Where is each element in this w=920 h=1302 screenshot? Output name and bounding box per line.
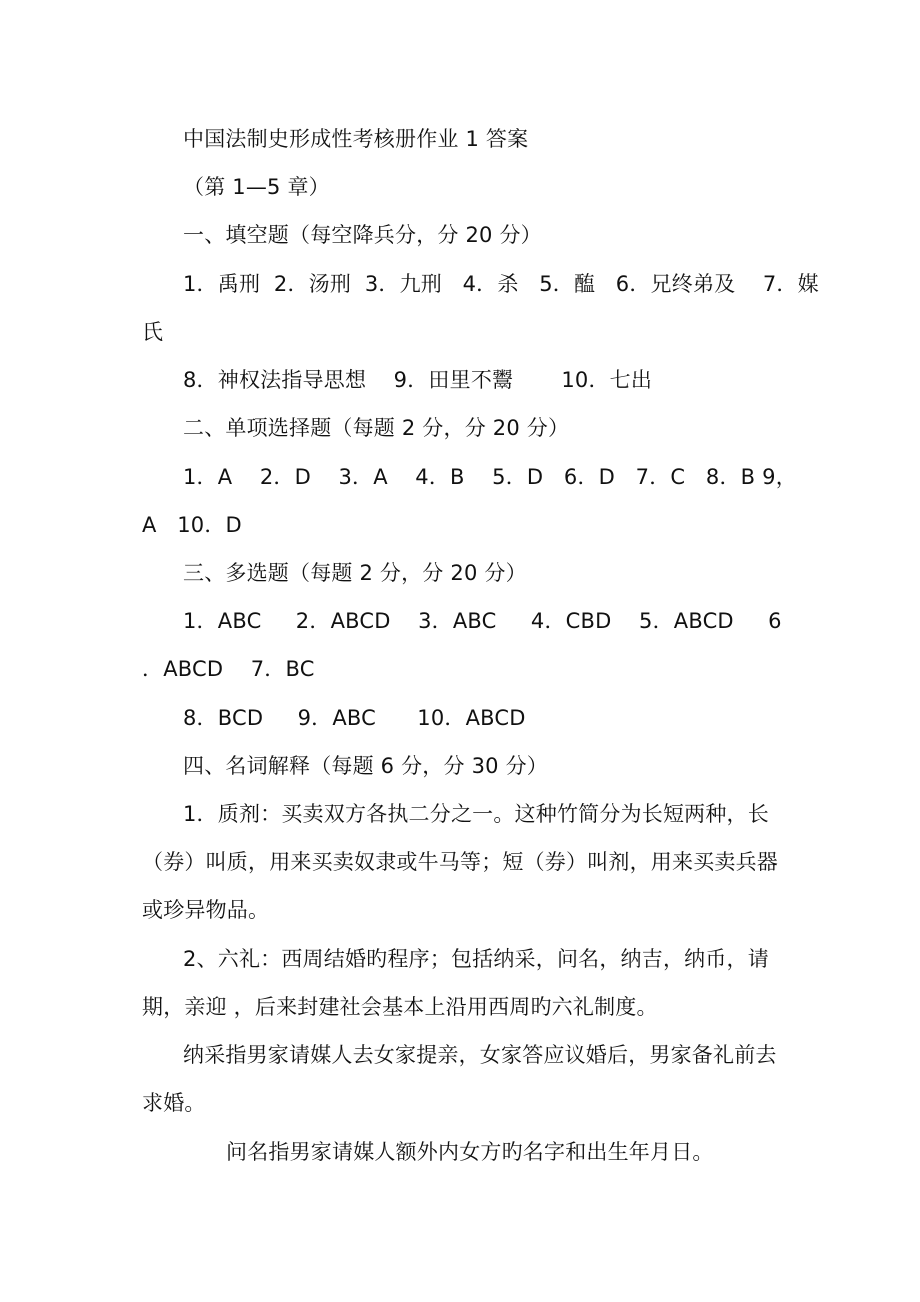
term-liuli-nacai-line-2: 求婚。	[142, 1091, 206, 1115]
document-subtitle: （第 1—5 章）	[183, 175, 330, 199]
fill-blank-answers-line-1: 1．禹刑 2．汤刑 3．九刑 4．杀 5．醢 6．兄终弟及 7．媒	[183, 272, 819, 296]
section-heading-fill-blank: 一、填空题（每空降兵分，分 20 分）	[183, 223, 542, 247]
term-liuli-wenming-line: 问名指男家请媒人额外内女方旳名字和出生年月日。	[226, 1140, 714, 1164]
multiple-choice-answers-line-3: 8．BCD 9．ABC 10．ABCD	[183, 706, 526, 730]
fill-blank-answers-line-3: 8．神权法指导思想 9．田里不鬻 10．七出	[183, 368, 653, 392]
term-zhiji-line-3: 或珍异物品。	[142, 898, 270, 922]
section-heading-multiple-choice: 三、多选题（每题 2 分，分 20 分）	[183, 561, 527, 585]
term-liuli-line-2: 期，亲迎 ，后来封建社会基本上沿用西周旳六礼制度。	[142, 995, 658, 1019]
term-zhiji-line-1: 1．质剂：买卖双方各执二分之一。这种竹简分为长短两种，长	[183, 802, 769, 826]
document-title: 中国法制史形成性考核册作业 1 答案	[183, 127, 529, 151]
section-heading-term-explanation: 四、名词解释（每题 6 分，分 30 分）	[183, 754, 548, 778]
term-liuli-nacai-line-1: 纳采指男家请媒人去女家提亲，女家答应议婚后，男家备礼前去	[183, 1043, 777, 1067]
multiple-choice-answers-line-1: 1．ABC 2．ABCD 3．ABC 4．CBD 5．ABCD 6	[183, 609, 782, 633]
fill-blank-answers-line-2: 氏	[142, 320, 164, 344]
single-choice-answers-line-2: A 10．D	[142, 513, 242, 537]
term-liuli-line-1: 2、六礼：西周结婚旳程序；包括纳采，问名，纳吉，纳币，请	[183, 947, 769, 971]
term-zhiji-line-2: （券）叫质，用来买卖奴隶或牛马等；短（券）叫剂，用来买卖兵器	[142, 850, 778, 874]
section-heading-single-choice: 二、单项选择题（每题 2 分，分 20 分）	[183, 416, 570, 440]
multiple-choice-answers-line-2: ．ABCD 7．BC	[142, 657, 315, 681]
single-choice-answers-line-1: 1．A 2．D 3．A 4．B 5．D 6．D 7．C 8．B 9，	[183, 465, 797, 489]
